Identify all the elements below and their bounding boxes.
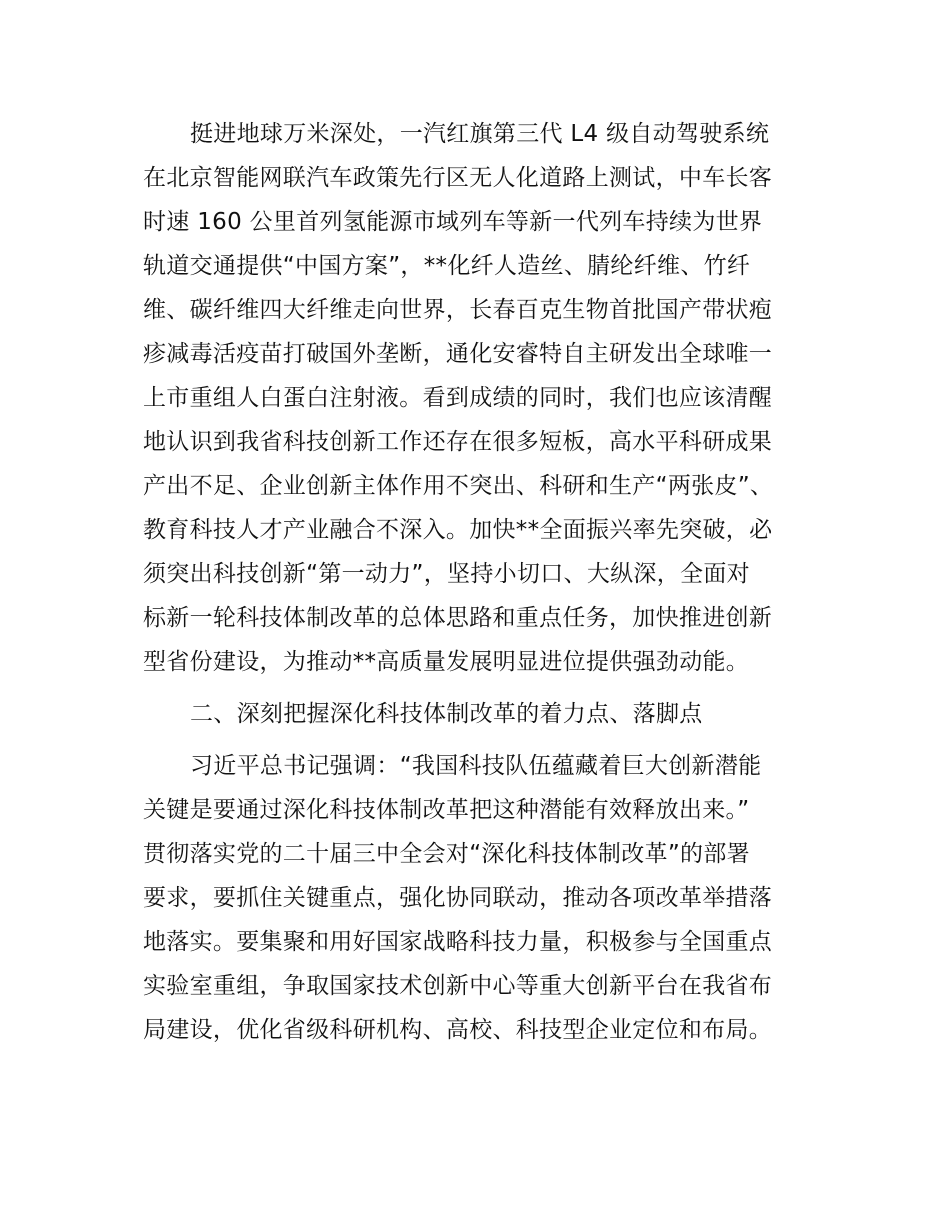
- paragraph-1-line-8: 地认识到我省科技创新工作还存在很多短板，高水平科研成果: [143, 429, 773, 455]
- paragraph-1-line-4: 轨道交通提供“中国方案”，**化纤人造丝、腈纶纤维、竹纤: [143, 253, 751, 279]
- paragraph-1-line-10: 教育科技人才产业融合不深入。加快**全面振兴率先突破，必: [143, 517, 773, 543]
- section-heading-2: 二、深刻把握深化科技体制改革的着力点、落脚点: [190, 701, 703, 727]
- paragraph-1-line-7: 上市重组人白蛋白注射液。看到成绩的同时，我们也应该清醒: [143, 385, 773, 411]
- paragraph-1-line-9: 产出不足、企业创新主体作用不突出、科研和生产“两张皮”、: [143, 473, 774, 499]
- paragraph-2-line-1: 习近平总书记强调：“我国科技队伍蕴藏着巨大创新潜能: [190, 753, 762, 779]
- paragraph-2-line-3: 贯彻落实党的二十届三中全会对“深化科技体制改革”的部署: [143, 841, 750, 867]
- paragraph-1-line-1: 挺进地球万米深处，一汽红旗第三代 L4 级自动驾驶系统: [190, 121, 770, 147]
- paragraph-1-line-6: 疹减毒活疫苗打破国外垄断，通化安睿特自主研发出全球唯一: [143, 341, 773, 367]
- paragraph-2-line-6: 实验室重组，争取国家技术创新中心等重大创新平台在我省布: [143, 973, 773, 999]
- paragraph-1-line-11: 须突出科技创新“第一动力”，坚持小切口、大纵深，全面对: [143, 561, 750, 587]
- paragraph-2-line-7: 局建设，优化省级科研机构、高校、科技型企业定位和布局。: [143, 1017, 773, 1043]
- paragraph-1-line-12: 标新一轮科技体制改革的总体思路和重点任务，加快推进创新: [143, 605, 773, 631]
- paragraph-1-line-3: 时速 160 公里首列氢能源市域列车等新一代列车持续为世界: [143, 209, 763, 235]
- paragraph-2-line-2: 关键是要通过深化科技体制改革把这种潜能有效释放出来。”: [143, 797, 750, 823]
- paragraph-1-line-2: 在北京智能网联汽车政策先行区无人化道路上测试，中车长客: [143, 165, 773, 191]
- paragraph-2-line-4: 要求，要抓住关键重点，强化协同联动，推动各项改革举措落: [143, 885, 773, 911]
- paragraph-1-line-5: 维、碳纤维四大纤维走向世界，长春百克生物首批国产带状疱: [143, 297, 773, 323]
- paragraph-2-line-5: 地落实。要集聚和用好国家战略科技力量，积极参与全国重点: [143, 929, 773, 955]
- paragraph-1-line-13: 型省份建设，为推动**高质量发展明显进位提供强劲动能。: [143, 649, 750, 675]
